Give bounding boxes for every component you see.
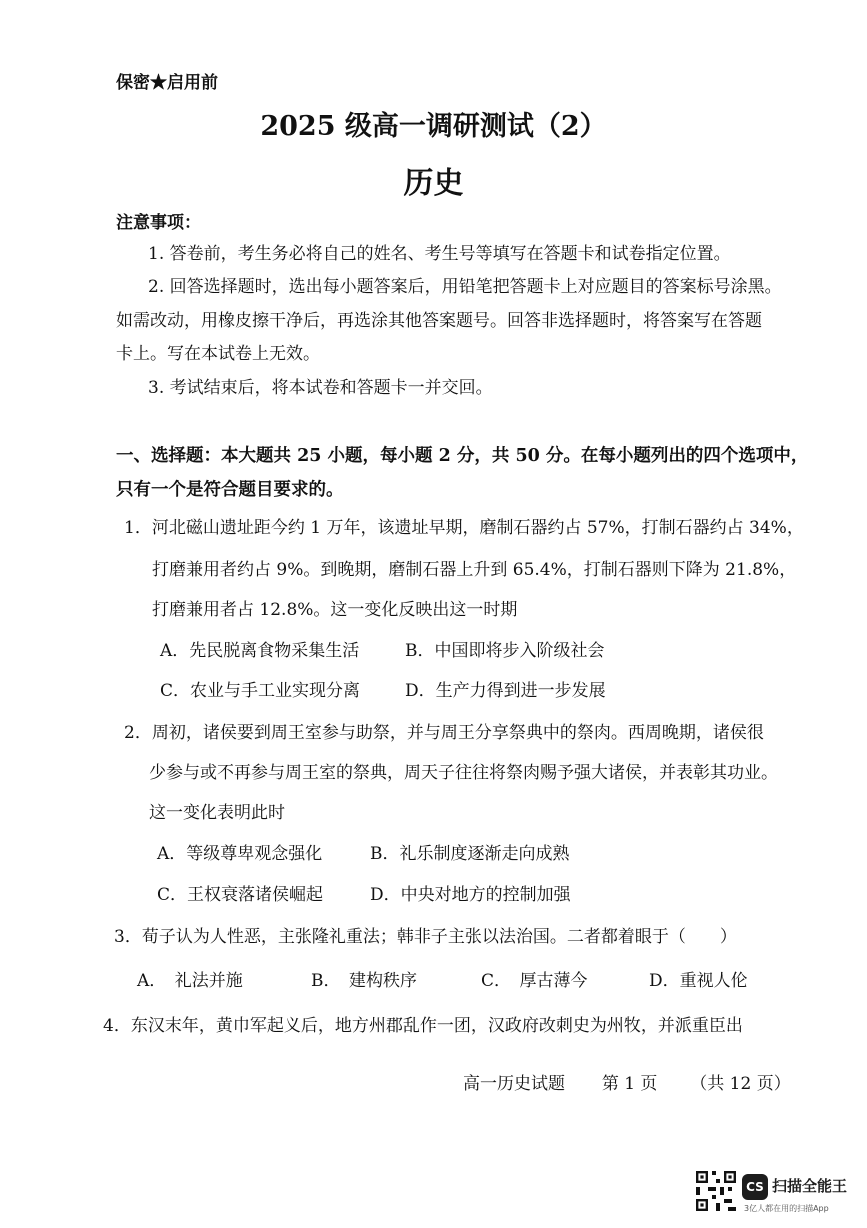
subject-title: 历史 (403, 166, 464, 201)
note-item-2-line-3: 卡上。写在本试卷上无效。 (116, 344, 320, 364)
note-item-2-line-2: 如需改动，用橡皮擦干净后，再选涂其他答案题号。回答非选择题时，将答案写在答题 (116, 311, 762, 331)
question-1-line-3: 打磨兼用者占 12.8%。这一变化反映出这一时期 (152, 600, 518, 620)
footer-exam-name: 高一历史试题 (463, 1074, 565, 1094)
note-item-1: 1. 答卷前，考生务必将自己的姓名、考生号等填写在答题卡和试卷指定位置。 (148, 244, 731, 264)
qr-code-icon (696, 1171, 736, 1211)
question-1-line-1: 1．河北磁山遗址距今约 1 万年，该遗址早期，磨制石器约占 57%，打制石器约占 34%， (124, 518, 804, 538)
question-3-option-a: A． 礼法并施 (137, 971, 243, 991)
question-2-line-1: 2．周初，诸侯要到周王室参与助祭，并与周王分享祭典中的祭肉。西周晚期，诸侯很 (124, 723, 764, 743)
question-2-line-3: 这一变化表明此时 (149, 803, 285, 823)
question-1-option-a: A．先民脱离食物采集生活 (160, 641, 360, 661)
page-footer (463, 1069, 791, 1094)
question-1-line-2: 打磨兼用者约占 9%。到晚期，磨制石器上升到 65.4%，打制石器则下降为 21.8%， (152, 560, 797, 580)
scanner-logo-icon: CS (742, 1174, 768, 1200)
footer-page-number: 第 1 页 (601, 1074, 658, 1094)
question-4-line-1: 4．东汉末年，黄巾军起义后，地方州郡乱作一团，汉政府改刺史为州牧，并派重臣出 (103, 1016, 743, 1036)
question-1-option-c: C．农业与手工业实现分离 (160, 681, 361, 701)
exam-title: 2025 级高一调研测试（2） (260, 111, 607, 142)
question-1-option-b: B．中国即将步入阶级社会 (405, 641, 605, 661)
question-2-option-a: A．等级尊卑观念强化 (157, 844, 323, 864)
question-2-option-c: C．王权衰落诸侯崛起 (157, 885, 324, 905)
section-heading-line-2: 只有一个是符合题目要求的。 (116, 480, 344, 500)
note-item-3: 3. 考试结束后，将本试卷和答题卡一并交回。 (148, 378, 493, 398)
question-2-option-d: D．中央对地方的控制加强 (370, 885, 571, 905)
question-3-option-c: C． 厚古薄今 (481, 971, 588, 991)
section-heading-line-1: 一、选择题：本大题共 25 小题，每小题 2 分，共 50 分。在每小题列出的四个选项中， (116, 446, 809, 466)
question-2-line-2: 少参与或不再参与周王室的祭典，周天子往往将祭肉赐予强大诸侯，并表彰其功业。 (149, 763, 778, 783)
confidential-label: 保密★启用前 (116, 73, 218, 93)
question-3-option-b: B． 建构秩序 (311, 971, 417, 991)
question-2-option-b: B．礼乐制度逐渐走向成熟 (370, 844, 570, 864)
question-3-option-d: D．重视人伦 (649, 971, 748, 991)
question-3-line-1: 3．荀子认为人性恶，主张隆礼重法；韩非子主张以法治国。二者都着眼于（ ） (114, 927, 737, 947)
note-item-2-line-1: 2. 回答选择题时，选出每小题答案后，用铅笔把答题卡上对应题目的答案标号涂黑。 (148, 277, 782, 297)
footer-total-pages: （共 12 页） (690, 1074, 791, 1094)
scanner-app-name: 扫描全能王 (772, 1177, 848, 1195)
notes-heading: 注意事项： (116, 213, 201, 233)
question-1-option-d: D．生产力得到进一步发展 (405, 681, 606, 701)
scanner-tagline: 3亿人都在用的扫描App (744, 1204, 829, 1213)
